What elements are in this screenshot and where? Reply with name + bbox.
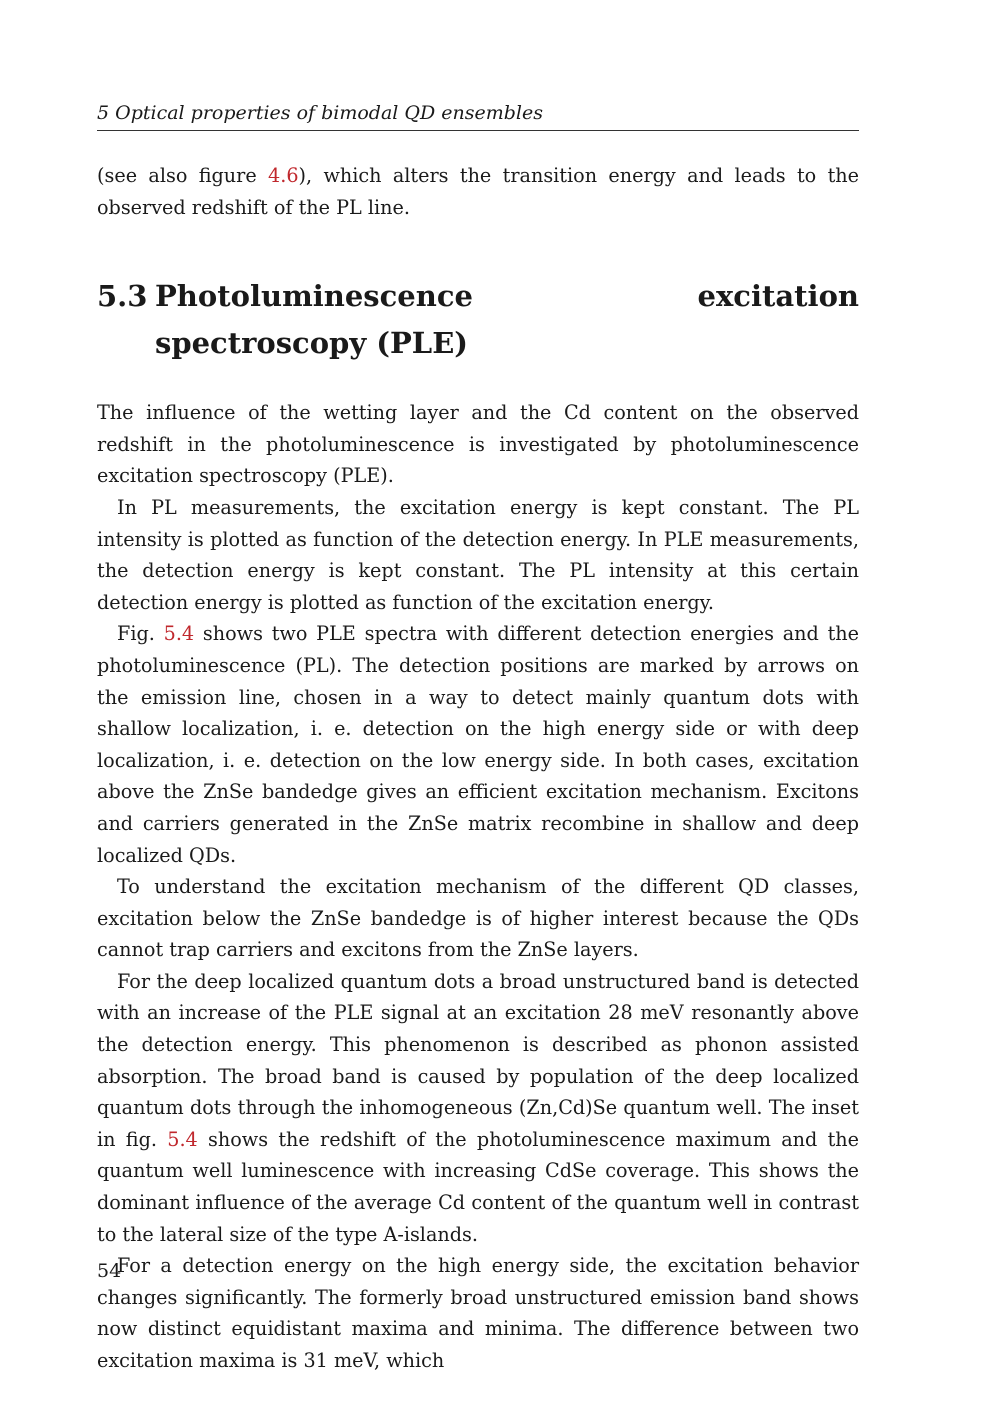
- intro-paragraph: [97, 160, 859, 223]
- section-title: Photoluminescence excitation spectroscopy (PLE): [155, 279, 859, 361]
- intro-text-before: (see also figure: [97, 164, 269, 187]
- paragraph-2: In PL measurements, the excitation energy is kept constant. The PL intensity is plotted as function of the detection energy. In PLE measurements, the detection energy is kept constant. The PL intensity at this certain detection energy is plotted as function of the excitation energy.: [97, 495, 859, 614]
- running-header: 5 Optical properties of bimodal QD ensembles: [97, 100, 859, 131]
- intro-text-after: ), which alters the transition energy and leads to the observed redshift of the PL line.: [97, 164, 859, 219]
- paragraph-3-prefix: Fig.: [117, 622, 164, 646]
- paragraph-6: For a detection energy on the high energy side, the excitation behavior changes significantly. The formerly broad unstructured emission band shows now distinct equidistant maxima and minima. The difference between two excitation maxima is 31 meV, which: [97, 1254, 859, 1372]
- paragraph-5-text-b: shows the redshift of the photoluminescence maximum and the quantum well luminescence with increasing CdSe coverage. This shows the dominant influence of the average Cd content of the quantum well in contrast to the lateral size of the type A-islands.: [97, 1127, 859, 1246]
- section-number: 5.3: [97, 279, 148, 314]
- paragraph-1: The influence of the wetting layer and the Cd content on the observed redshift in the photoluminescence is investigated by photoluminescence excitation spectroscopy (PLE).: [97, 401, 859, 488]
- paragraph-3-text: shows two PLE spectra with different detection energies and the photoluminescence (PL). The detection positions are marked by arrows on the emission line, chosen in a way to detect mainly quantum dots with shallow localization, i. e. detection on the high energy side or with deep localization, i. e. detection on the low energy side. In both cases, excitation above the ZnSe bandedge gives an efficient excitation mechanism. Excitons and carriers generated in the ZnSe matrix recombine in shallow and deep localized QDs.: [97, 622, 859, 867]
- paragraph-3: [97, 618, 859, 871]
- figure-reference-link[interactable]: 5.4: [163, 622, 195, 646]
- figure-reference-link[interactable]: 5.4: [167, 1127, 198, 1151]
- paragraph-5: [97, 966, 859, 1250]
- page-body: [97, 160, 859, 1377]
- paragraph-4: To understand the excitation mechanism of the different QD classes, excitation below the ZnSe bandedge is of higher interest because the QDs cannot trap carriers and excitons from the ZnSe layers.: [97, 875, 859, 962]
- page-number: 54: [97, 1260, 122, 1282]
- figure-reference-link[interactable]: 4.6: [268, 164, 299, 187]
- paragraph-5-text-a: For the deep localized quantum dots a broad unstructured band is detected with an increase of the PLE signal at an excitation 28 meV resonantly above the detection energy. This phenomenon is described as phonon assisted absorption. The broad band is caused by population of the deep localized quantum dots through the inhomogeneous (Zn,Cd)Se quantum well. The inset in fig.: [97, 969, 859, 1151]
- section-heading: [97, 273, 859, 367]
